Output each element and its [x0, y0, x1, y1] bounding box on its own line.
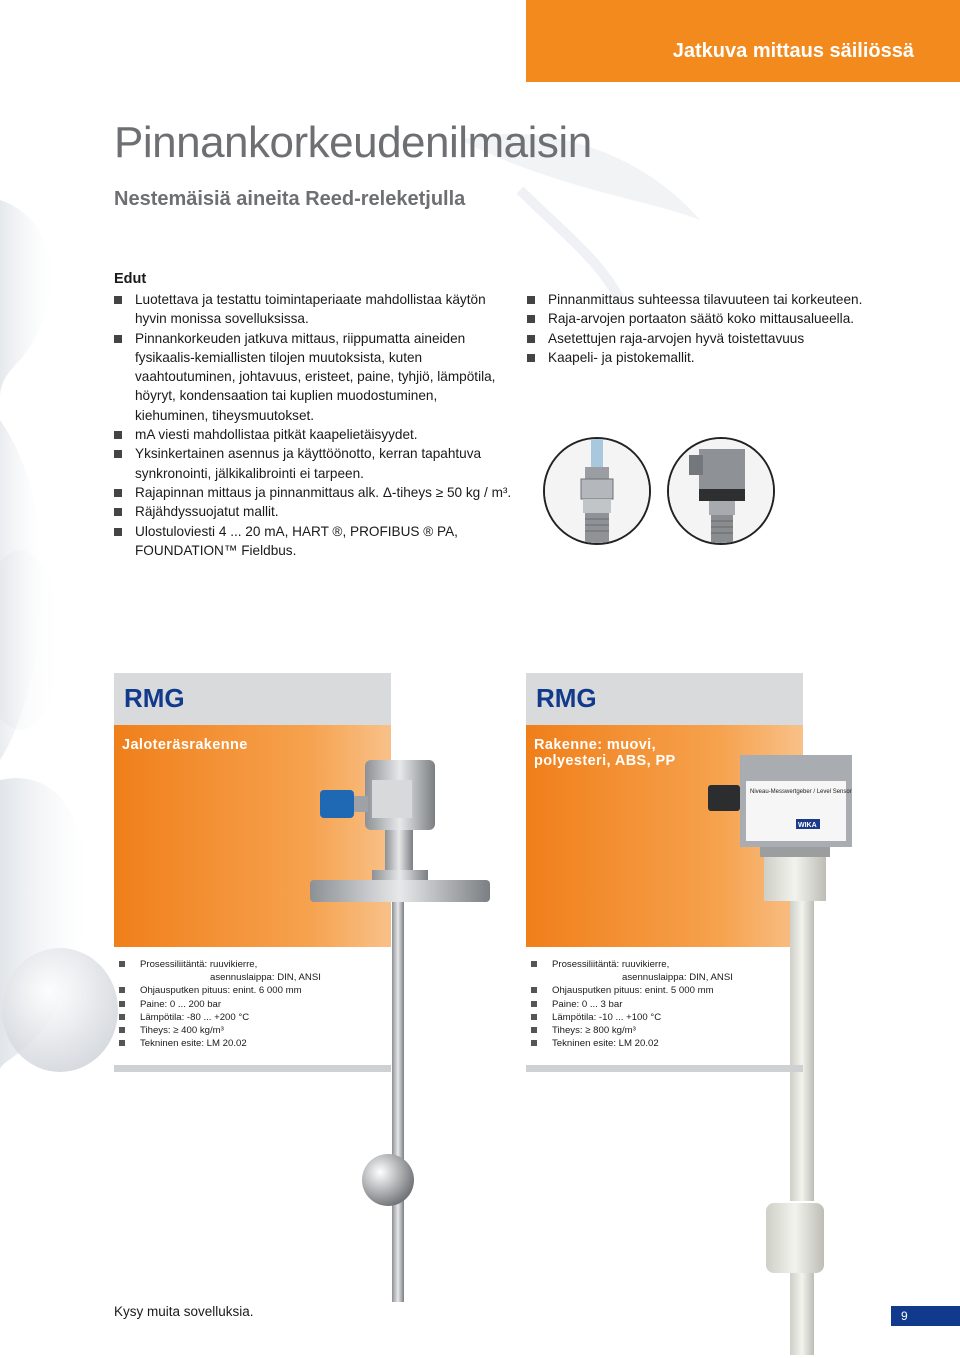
page-number: 9	[901, 1309, 908, 1323]
spec-item: Ohjausputken pituus: enint. 5 000 mm	[531, 984, 791, 997]
spec-item: Paine: 0 ... 200 bar	[119, 998, 379, 1011]
footer-text: Kysy muita sovelluksia.	[114, 1304, 254, 1319]
spec-item: Tiheys: ≥ 800 kg/m³	[531, 1024, 791, 1037]
page-number-badge	[891, 1306, 960, 1326]
list-item: Pinnankorkeuden jatkuva mittaus, riippumatta aineiden fysikaalis-kemiallisten tilojen muutoksista, kuten vaahtoutuminen, johtavuus, eristeet, paine, tyhjiö, lämpötila, höyryt, kondensaation tai kuplien muodostuminen, kiehuminen, tiheysmuutokset.	[114, 329, 514, 425]
list-item: Asetettujen raja-arvojen hyvä toistettavuus	[527, 329, 927, 348]
list-item: Räjähdyssuojatut mallit.	[114, 502, 514, 521]
spec-item: Lämpötila: -10 ... +100 °C	[531, 1011, 791, 1024]
list-item: Pinnanmittaus suhteessa tilavuuteen tai korkeuteen.	[527, 290, 927, 309]
spec-item: Lämpötila: -80 ... +200 °C	[119, 1011, 379, 1024]
cable-version-photo	[543, 437, 651, 545]
list-item: Ulostuloviesti 4 ... 20 mA, HART ®, PROFIBUS ® PA, FOUNDATION™ Fieldbus.	[114, 522, 514, 561]
product-name-1: RMG	[124, 683, 185, 713]
spec-item: Prosessiliitäntä: ruuvikierre, asennuslaippa: DIN, ANSI	[531, 958, 791, 984]
label-line1: Niveau-Messwertgeber / Level Sensor	[750, 789, 852, 795]
product-variant-2: Rakenne: muovi, polyesteri, ABS, PP	[534, 737, 676, 769]
product-header-1	[114, 673, 391, 725]
spec-item: Paine: 0 ... 3 bar	[531, 998, 791, 1011]
list-item: Raja-arvojen portaaton säätö koko mittausalueella.	[527, 309, 927, 328]
label-brand: WIKA	[798, 822, 817, 829]
page-subtitle: Nestemäisiä aineita Reed-releketjulla	[114, 188, 466, 210]
list-item: Yksinkertainen asennus ja käyttöönotto, kerran tapahtuva synkronointi, jälkikalibrointi ei tarpeen.	[114, 444, 514, 483]
page-title: Pinnankorkeudenilmaisin	[114, 118, 592, 167]
benefits-list-left	[114, 290, 514, 560]
divider-bar-2	[526, 1065, 803, 1072]
spec-list-1	[119, 958, 379, 1050]
section-title: Jatkuva mittaus säiliössä	[672, 40, 914, 62]
list-item: Rajapinnan mittaus ja pinnanmittaus alk. Δ-tiheys ≥ 50 kg / m³.	[114, 483, 514, 502]
list-item: Kaapeli- ja pistokemallit.	[527, 348, 927, 367]
section-tab	[526, 0, 960, 82]
benefits-list-right	[527, 290, 927, 367]
spec-item: Ohjausputken pituus: enint. 6 000 mm	[119, 984, 379, 997]
product-name-2: RMG	[536, 683, 597, 713]
spec-item: Tekninen esite: LM 20.02	[531, 1037, 791, 1050]
list-item: Luotettava ja testattu toimintaperiaate mahdollistaa käytön hyvin monissa sovelluksissa.	[114, 290, 514, 329]
list-item: mA viesti mahdollistaa pitkät kaapelietäisyydet.	[114, 425, 514, 444]
spec-list-2	[531, 958, 791, 1050]
benefits-heading: Edut	[114, 271, 147, 287]
spec-item: Prosessiliitäntä: ruuvikierre, asennuslaippa: DIN, ANSI	[119, 958, 379, 984]
spec-item: Tiheys: ≥ 400 kg/m³	[119, 1024, 379, 1037]
plastic-sensor-image	[700, 755, 860, 1355]
divider-bar-1	[114, 1065, 391, 1072]
product-variant-1: Jaloteräsrakenne	[122, 737, 248, 753]
spec-item: Tekninen esite: LM 20.02	[119, 1037, 379, 1050]
plug-version-photo	[667, 437, 775, 545]
product-header-2	[526, 673, 803, 725]
